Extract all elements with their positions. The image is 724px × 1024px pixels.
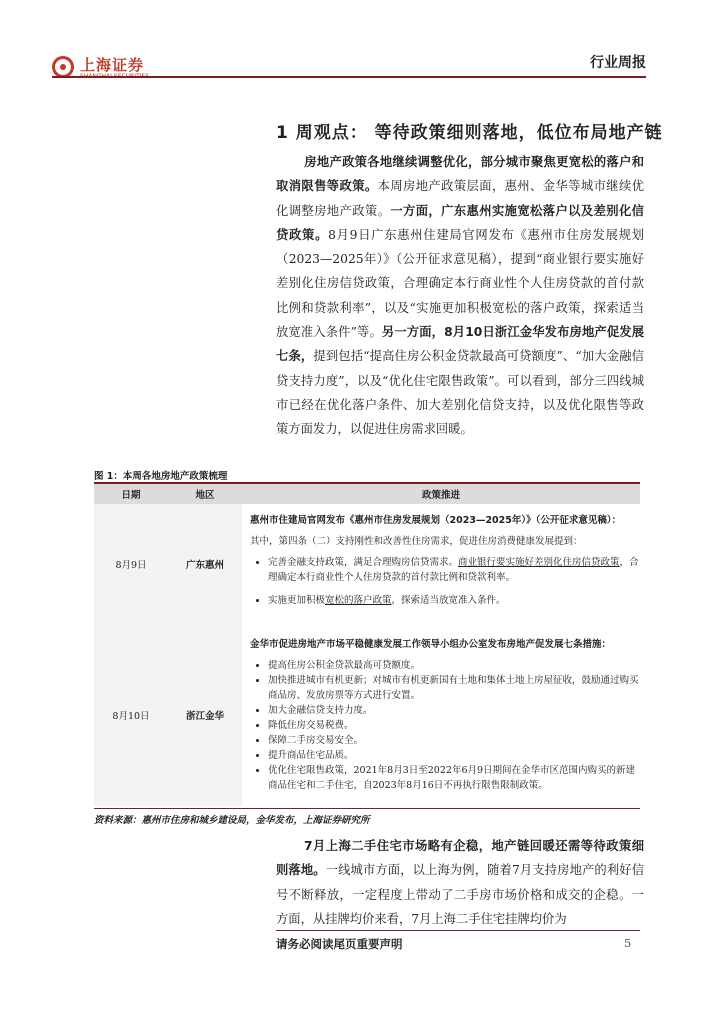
lead-sentence: 房地产政策各地继续调整优化，部分城市聚焦更宽松的落户和取消限售等政策。 bbox=[276, 155, 644, 194]
body-text: 一线城市方面，以上海为例，随着7月支持房地产的利好信号不断释放，一定程度上带动了二手房市场价格和成交的企稳。一方面，从挂牌均价来看，7月上海二手住宅挂牌均价为 bbox=[276, 863, 644, 926]
list-item: • 保障二手房交易安全。 bbox=[268, 733, 640, 748]
weekly-view-paragraph bbox=[276, 150, 644, 442]
table-header-row bbox=[94, 484, 640, 504]
emphasis-huizhou: 一方面，广东惠州实施宽松落户以及差别化信贷政策。 bbox=[276, 203, 644, 242]
column-header-region: 地区 bbox=[168, 484, 242, 504]
figure-caption: 图 1：本周各地房地产政策梳理 bbox=[94, 471, 228, 482]
table-row bbox=[94, 504, 640, 624]
list-item: • 完善金融支持政策，满足合理购房信贷需求。商业银行要实施好差别化住房信贷政策，合理确定本行商业性个人住房贷款的首付款比例和贷款利率。 bbox=[268, 555, 640, 585]
list-item: • 提升商品住宅品质。 bbox=[268, 748, 640, 763]
page-number: 5 bbox=[624, 936, 632, 950]
logo-emblem-icon bbox=[52, 56, 74, 78]
row-policy bbox=[242, 624, 640, 806]
body-text: 8月9日广东惠州住建局官网发布《惠州市住房发展规划（2023—2025年）》（公开征求意见稿），提到“商业银行要实施好差别化住房信贷政策，合理确定本行商业性个人住房贷款的首付款比例和贷款利率”，以及“实施更加积极宽松的落户政策，探索适当放宽准入条件”等。 bbox=[276, 227, 644, 340]
column-header-policy: 政策推进 bbox=[242, 484, 640, 504]
report-type: 行业周报 bbox=[590, 55, 646, 71]
row-policy bbox=[242, 504, 640, 624]
body-text: 提到包括“提高住房公积金贷款最高可贷额度”、“加大金融信贷支持力度”，以及“优化住宅限售政策”。可以看到，部分三四线城市已经在优化落户条件、加大差别化信贷支持，以及优化限售等政策方面发力，以促进住房需求回暖。 bbox=[276, 349, 644, 437]
list-item: • 实施更加积极宽松的落户政策，探索适当放宽准入条件。 bbox=[268, 593, 640, 608]
list-item: • 降低住房交易税费。 bbox=[268, 718, 640, 733]
figure-bottom-rule bbox=[94, 808, 640, 809]
column-header-date: 日期 bbox=[94, 484, 168, 504]
market-paragraph bbox=[276, 834, 644, 931]
emphasis-jinhua: 另一方面，8月10日浙江金华发布房地产促发展七条， bbox=[276, 325, 645, 364]
section-title: 1 周观点： 等待政策细则落地，低位布局地产链 bbox=[276, 123, 663, 143]
row-region: 浙江金华 bbox=[168, 624, 242, 806]
policy-headline: 惠州市住建局官网发布《惠州市住房发展规划（2023—2025年）》（公开征求意见稿）： bbox=[250, 514, 622, 526]
list-item: • 加大金融信贷支持力度。 bbox=[268, 703, 640, 718]
disclaimer-note: 请务必阅读尾页重要声明 bbox=[276, 937, 403, 951]
row-date: 8月10日 bbox=[94, 624, 168, 806]
body-text: 本周房地产政策层面，惠州、金华等城市继续优化调整房地产政策。 bbox=[276, 179, 644, 218]
list-item: • 加快推进城市有机更新；对城市有机更新国有土地和集体土地上房屋征收，鼓励通过购买商品房、发放房票等方式进行安置。 bbox=[268, 673, 640, 703]
policy-headline: 金华市促进房地产市场平稳健康发展工作领导小组办公室发布房地产促发展七条措施： bbox=[250, 639, 612, 650]
row-date: 8月9日 bbox=[94, 504, 168, 624]
header-divider bbox=[52, 76, 646, 78]
policy-table bbox=[94, 484, 640, 806]
lead-sentence: 7月上海二手住宅市场略有企稳，地产链回暖还需等待政策细则落地。 bbox=[276, 839, 644, 878]
policy-intro: 其中，第四条（二）支持刚性和改善性住房需求，促进住房消费健康发展提到： bbox=[250, 535, 583, 547]
row-region: 广东惠州 bbox=[168, 504, 242, 624]
figure-source: 资料来源：惠州市住房和城乡建设局，金华发布，上海证券研究所 bbox=[94, 815, 370, 826]
footer-divider bbox=[276, 930, 640, 931]
list-item: • 提高住房公积金贷款最高可贷额度。 bbox=[268, 658, 640, 673]
list-item: • 优化住宅限售政策，2021年8月3日至2022年6月9日期间在金华市区范围内购买的新建商品住宅和二手住宅，自2023年8月16日不再执行限售限制政策。 bbox=[268, 763, 640, 793]
policy-list bbox=[250, 658, 640, 793]
policy-list bbox=[250, 555, 640, 608]
table-row bbox=[94, 624, 640, 806]
logo-text: 上海证券 bbox=[80, 56, 145, 74]
